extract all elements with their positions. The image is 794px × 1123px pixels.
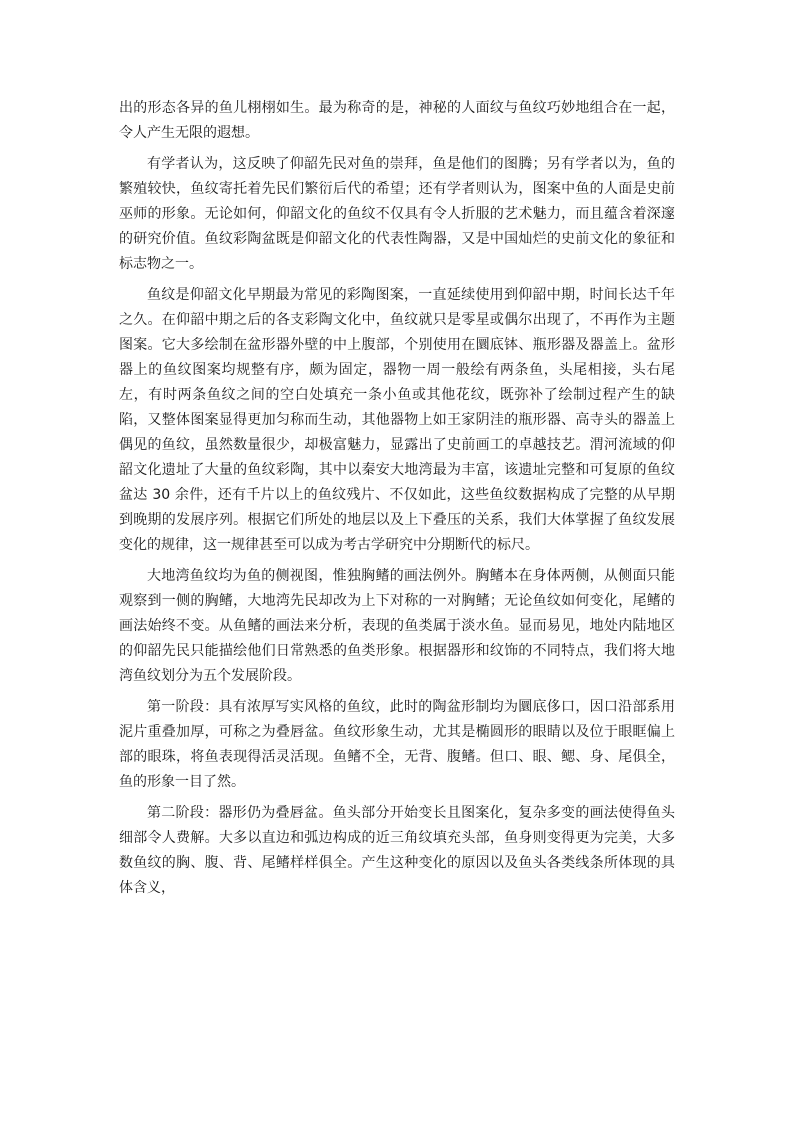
paragraph-4: 大地湾鱼纹均为鱼的侧视图，惟独胸鳍的画法例外。胸鳍本在身体两侧，从侧面只能观察到一侧的胸鳍，大地湾先民却改为上下对称的一对胸鳍；无论鱼纹如何变化，尾鳍的画法始终不变。从鱼鳍的画法来分析，表现的鱼类属于淡水鱼。显而易见，地处内陆地区的仰韶先民只能描绘他们日常熟悉的鱼类形象。根据器形和纹饰的不同特点，我们将大地湾鱼纹划分为五个发展阶段。 (119, 568, 675, 684)
paragraph-3: 鱼纹是仰韶文化早期最为常见的彩陶图案，一直延续使用到仰韶中期，时间长达千年之久。在仰韶中期之后的各支彩陶文化中，鱼纹就只是零星或偶尔出现了，不再作为主题图案。它大多绘制在盆形器外壁的中上腹部，个别使用在圜底钵、瓶形器及器盖上。盆形器上的鱼纹图案均规整有序，颇为固定，器物一周一般绘有两条鱼，头尾相接，头右尾左，有时两条鱼纹之间的空白处填充一条小鱼或其他花纹，既弥补了绘制过程产生的缺陷，又整体图案显得更加匀称而生动，其他器物上如王家阴洼的瓶形器、高寺头的器盖上偶见的鱼纹，虽然数量很少，却极富魅力，显露出了史前画工的卓越技艺。渭河流域的仰韶文化遗址了大量的鱼纹彩陶，其中以秦安大地湾最为丰富，该遗址完整和可复原的鱼纹盆达 30 余件，还有千片以上的鱼纹残片、不仅如此，这些鱼纹数据构成了完整的从早期到晚期的发展序列。根据它们所处的地层以及上下叠压的关系，我们大体掌握了鱼纹发展变化的规律，这一规律甚至可以成为考古学研究中分期断代的标尺。 (119, 287, 675, 553)
paragraph-5: 第一阶段：具有浓厚写实风格的鱼纹，此时的陶盆形制均为圜底侈口，因口沿部系用泥片重叠加厚，可称之为叠唇盆。鱼纹形象生动，尤其是椭圆形的眼睛以及位于眼眶偏上部的眼珠，将鱼表现得活灵活现。鱼鳍不全，无背、腹鳍。但口、眼、鳃、身、尾俱全，鱼的形象一目了然。 (119, 699, 675, 790)
paragraph-2: 有学者认为，这反映了仰韶先民对鱼的崇拜，鱼是他们的图腾；另有学者以为，鱼的繁殖较快，鱼纹寄托着先民们繁衍后代的希望；还有学者则认为，图案中鱼的人面是史前巫师的形象。无论如何，仰韶文化的鱼纹不仅具有令人折服的艺术魅力，而且蕴含着深邃的研究价值。鱼纹彩陶盆既是仰韶文化的代表性陶器，又是中国灿烂的史前文化的象征和标志物之一。 (119, 156, 675, 272)
document-page (119, 96, 675, 907)
paragraph-1: 出的形态各异的鱼儿栩栩如生。最为称奇的是，神秘的人面纹与鱼纹巧妙地组合在一起，令人产生无限的遐想。 (119, 100, 675, 141)
paragraph-6: 第二阶段：器形仍为叠唇盆。鱼头部分开始变长且图案化，复杂多变的画法使得鱼头细部令人费解。大多以直边和弧边构成的近三角纹填充头部，鱼身则变得更为完美，大多数鱼纹的胸、腹、背、尾鳍样样俱全。产生这种变化的原因以及鱼头各类线条所体现的具体含义， (119, 805, 675, 896)
